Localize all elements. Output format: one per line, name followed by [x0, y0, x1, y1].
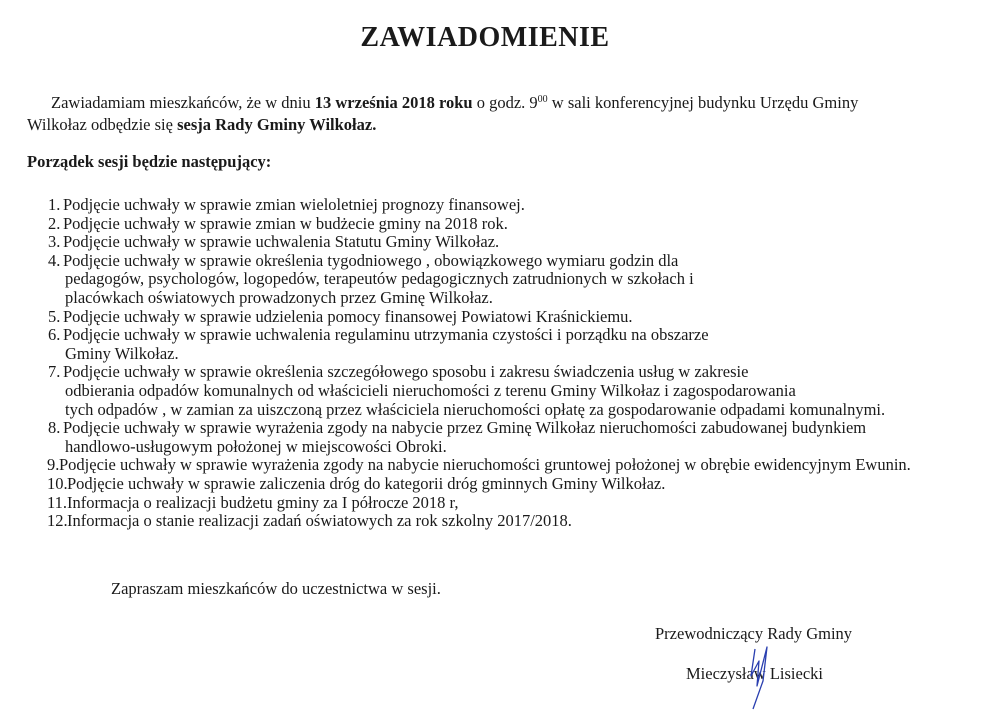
- agenda-item-number: 4.: [48, 250, 61, 270]
- agenda-item: [0, 215, 1000, 234]
- agenda-item-text: Podjęcie uchwały w sprawie zmian w budżecie gminy na 2018 rok.: [63, 213, 508, 233]
- agenda-item-number: 12.: [47, 511, 68, 531]
- agenda-item: [0, 252, 1000, 271]
- agenda-item: [0, 308, 1000, 327]
- agenda-item-number: 10.: [47, 473, 68, 493]
- agenda-item-number: 1.: [48, 195, 61, 214]
- intro-text: Zawiadamiam mieszkańców, że w dniu: [51, 93, 315, 112]
- agenda-item-text: Podjęcie uchwały w sprawie udzielenia pomocy finansowej Powiatowi Kraśnickiemu.: [63, 306, 633, 326]
- agenda-item-continuation: [0, 345, 1000, 364]
- intro-paragraph: [27, 92, 987, 136]
- agenda-item-number: 3.: [48, 232, 61, 252]
- agenda-item-continuation: [0, 270, 1000, 289]
- agenda-item-text: Informacja o realizacji budżetu gminy za I półrocze 2018 r,: [67, 492, 459, 512]
- agenda-item-number: 8.: [48, 418, 61, 438]
- document-title: [0, 22, 1000, 54]
- agenda-item-text: handlowo-usługowym położonej w miejscowości Obroki.: [65, 436, 447, 456]
- agenda-item-text: Podjęcie uchwały w sprawie zaliczenia dróg do kategorii dróg gminnych Gminy Wilkołaz.: [67, 473, 666, 493]
- intro-time-minutes: 00: [537, 94, 548, 105]
- agenda-item-text: Informacja o stanie realizacji zadań oświatowych za rok szkolny 2017/2018.: [67, 511, 572, 531]
- closing-text: Zapraszam mieszkańców do uczestnictwa w sesji.: [111, 579, 441, 598]
- agenda-item-text: Podjęcie uchwały w sprawie określenia tygodniowego , obowiązkowego wymiaru godzin dla: [63, 250, 679, 270]
- agenda-item: [0, 419, 1000, 438]
- agenda-item-text: Podjęcie uchwały w sprawie zmian wieloletniej prognozy finansowej.: [63, 195, 525, 214]
- signatory-name: Mieczysław Lisiecki: [686, 664, 823, 683]
- agenda-item: [0, 363, 1000, 382]
- agenda-item-number: 5.: [48, 306, 61, 326]
- intro-time: o godz. 9: [472, 93, 538, 112]
- agenda-item-text: Podjęcie uchwały w sprawie określenia szczegółowego sposobu i zakresu świadczenia usług w zakresie: [63, 362, 749, 382]
- agenda-item-text: tych odpadów , w zamian za uiszczoną przez właściciela nieruchomości opłatę za gospodarowanie odpadami komunalnymi.: [65, 399, 886, 419]
- agenda-item-text: Podjęcie uchwały w sprawie uchwalenia Statutu Gminy Wilkołaz.: [63, 232, 500, 252]
- agenda-item-number: 11.: [47, 492, 68, 512]
- agenda-item-number: 6.: [48, 325, 61, 345]
- agenda-item-text: odbierania odpadów komunalnych od właścicieli nieruchomości z terenu Gminy Wilkołaz i zagospodarowania: [65, 380, 796, 400]
- agenda-item-text: Podjęcie uchwały w sprawie wyrażenia zgody na nabycie nieruchomości gruntowej położonej w obrębie ewidencyjnym Ewunin.: [59, 455, 911, 475]
- agenda-item: [0, 475, 1000, 494]
- agenda-item-continuation: [0, 289, 1000, 308]
- agenda-heading: Porządek sesji będzie następujący:: [27, 152, 272, 171]
- agenda-item-continuation: [0, 382, 1000, 401]
- agenda-item-text: placówkach oświatowych prowadzonych przez Gminę Wilkołaz.: [65, 287, 493, 307]
- agenda-item: [0, 456, 1000, 475]
- session-name: sesja Rady Gminy Wilkołaz.: [177, 115, 377, 134]
- signatory-role: Przewodniczący Rady Gminy: [655, 624, 853, 643]
- agenda-item-text: Gminy Wilkołaz.: [65, 343, 179, 363]
- agenda-list: [0, 196, 1000, 531]
- session-date: 13 września 2018 roku: [314, 93, 473, 112]
- agenda-item-text: Podjęcie uchwały w sprawie uchwalenia regulaminu utrzymania czystości i porządku na obszarze: [63, 325, 709, 345]
- agenda-item: [0, 196, 1000, 215]
- agenda-item-continuation: [0, 438, 1000, 457]
- agenda-item: [0, 512, 1000, 531]
- intro-location: w sali konferencyjnej budynku Urzędu Gminy: [547, 93, 859, 112]
- intro-line-2: [27, 114, 987, 136]
- agenda-item-number: 9.: [47, 455, 60, 475]
- agenda-item: [0, 233, 1000, 252]
- handwritten-signature: [745, 641, 775, 711]
- title-text: ZAWIADOMIENIE: [360, 22, 610, 53]
- agenda-item-number: 2.: [48, 213, 61, 233]
- intro-text-2: Wilkołaz odbędzie się: [27, 115, 178, 134]
- intro-line-1: [27, 92, 987, 114]
- agenda-item-number: 7.: [48, 362, 61, 382]
- agenda-item: [0, 326, 1000, 345]
- agenda-item-text: Podjęcie uchwały w sprawie wyrażenia zgody na nabycie przez Gminę Wilkołaz nieruchomości zabudowanej budynkiem: [63, 418, 867, 438]
- agenda-item-continuation: [0, 401, 1000, 420]
- agenda-item-text: pedagogów, psychologów, logopedów, terapeutów pedagogicznych zatrudnionych w szkołach i: [65, 269, 694, 289]
- agenda-item: [0, 494, 1000, 513]
